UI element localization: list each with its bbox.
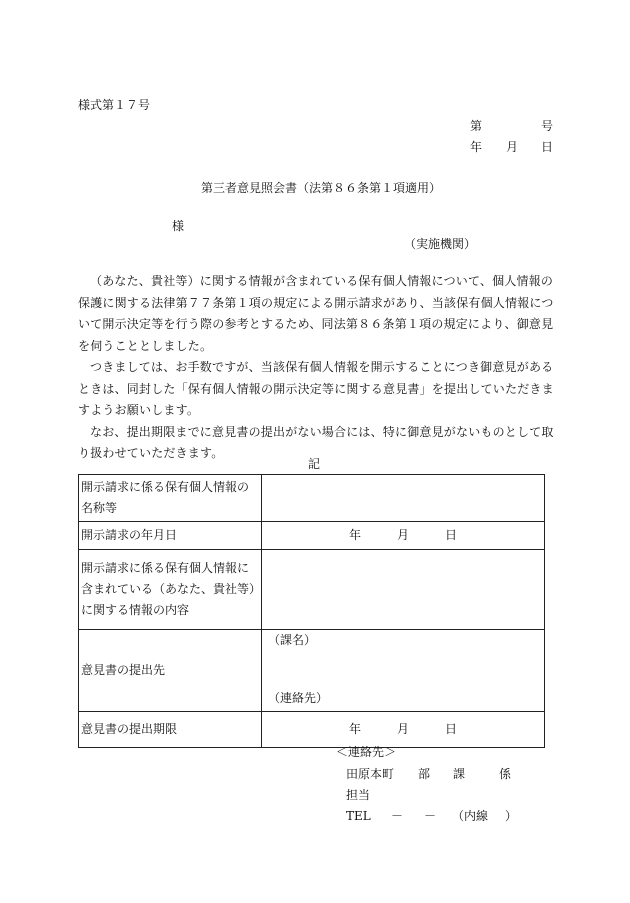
row1-value <box>262 475 545 522</box>
row5-year: 年 <box>348 722 361 736</box>
body-text <box>78 271 554 465</box>
addressee-suffix: 様 <box>172 219 185 233</box>
contact-tel: TEL <box>346 809 371 823</box>
contact-town: 田原本町 <box>346 767 395 781</box>
table-row <box>79 522 545 550</box>
row5-day: 日 <box>445 722 458 736</box>
contact-bu: 部 <box>418 767 431 781</box>
row3-label: 開示請求に係る保有個人情報に含まれている（あなた、貴社等）に関する情報の内容 <box>79 550 262 630</box>
row3-value <box>262 550 545 630</box>
row5-month: 月 <box>396 722 409 736</box>
ki-heading: 記 <box>308 457 321 471</box>
row5-date <box>262 712 545 748</box>
row2-date <box>262 522 545 550</box>
info-table <box>78 474 545 748</box>
date-year: 年 <box>470 140 483 154</box>
date-day: 日 <box>541 140 554 154</box>
contact-naisen: （内線 <box>452 809 489 823</box>
contact-kakari: 係 <box>499 767 512 781</box>
date-month: 月 <box>506 140 519 154</box>
contact-close-paren: ） <box>505 809 518 823</box>
row2-year: 年 <box>348 528 361 542</box>
table-row <box>79 475 545 522</box>
row1-label: 開示請求に係る保有個人情報の名称等 <box>79 475 262 522</box>
contact-ka: 課 <box>453 767 466 781</box>
form-number: 様式第１７号 <box>78 98 151 112</box>
row4-label: 意見書の提出先 <box>79 630 262 712</box>
contact-tanto: 担当 <box>346 788 371 802</box>
paragraph-3: なお、提出期限までに意見書の提出がない場合には、特に御意見がないものとして取り扱わせていただきます。 <box>78 424 554 460</box>
row2-label: 開示請求の年月日 <box>79 522 262 550</box>
row4-kamei: （課名） <box>268 633 317 647</box>
row5-label: 意見書の提出期限 <box>79 712 262 748</box>
row4-renraku: （連絡先） <box>268 691 329 705</box>
contact-heading: ＜連絡先＞ <box>336 745 397 759</box>
doc-number-go: 号 <box>541 119 554 133</box>
table-row <box>79 550 545 630</box>
row4-value <box>262 630 545 712</box>
contact-dash-2: － <box>424 809 437 823</box>
table-row <box>79 630 545 712</box>
row2-month: 月 <box>396 528 409 542</box>
document-title: 第三者意見照会書（法第８６条第１項適用） <box>201 181 442 195</box>
contact-dash-1: － <box>391 809 404 823</box>
paragraph-1: （あなた、貴社等）に関する情報が含まれている保有個人情報について、個人情報の保護に関する法律第７７条第１項の規定による開示請求があり、当該保有個人情報について開示決定等を行う際の参考とするため、同法第８６条第１項の規定により、御意見を伺うこととしました。 <box>78 274 554 353</box>
doc-number-dai: 第 <box>470 119 483 133</box>
row2-day: 日 <box>445 528 458 542</box>
table-row <box>79 712 545 748</box>
issuer: （実施機関） <box>404 237 477 251</box>
paragraph-2: つきましては、お手数ですが、当該保有個人情報を開示することにつき御意見があるときは、同封した「保有個人情報の開示決定等に関する意見書」を提出していただきますようお願いします。 <box>78 360 554 417</box>
